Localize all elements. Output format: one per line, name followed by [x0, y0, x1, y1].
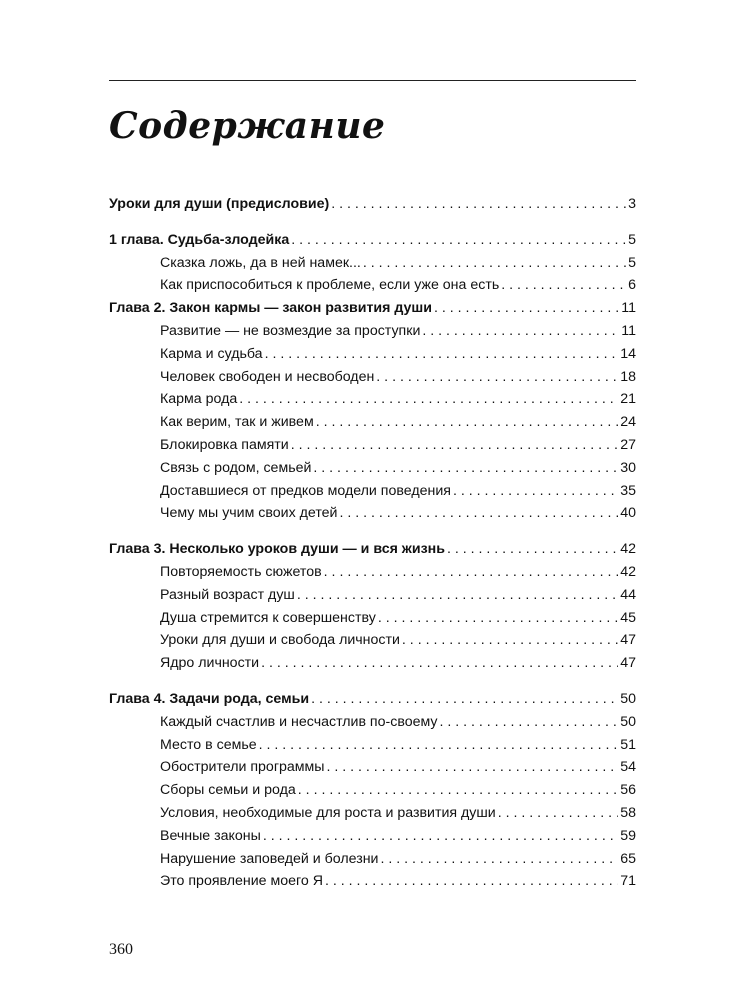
- toc-entry-page-number: 54: [620, 759, 636, 776]
- dot-leader: [440, 714, 619, 730]
- toc-entry-label: Развитие — не возмездие за проступки: [160, 322, 421, 339]
- toc-entry-label: Блокировка памяти: [160, 436, 289, 453]
- dot-leader: [378, 610, 618, 626]
- toc-subsection-entry: [109, 346, 636, 369]
- toc-entry-page-number: 45: [620, 609, 636, 626]
- toc-entry-label: Душа стремится к совершенству: [160, 609, 376, 626]
- dot-leader: [261, 655, 618, 671]
- toc-entry-page-number: 18: [620, 368, 636, 385]
- dot-leader: [339, 505, 618, 521]
- toc-entry-label: Сказка ложь, да в ней намек...: [160, 254, 361, 271]
- dot-leader: [298, 782, 618, 798]
- toc-subsection-entry: [109, 851, 636, 874]
- toc-entry-label: Глава 4. Задачи рода, семьи: [109, 690, 310, 707]
- toc-entry-page-number: 42: [620, 541, 636, 558]
- toc-subsection-entry: [109, 632, 636, 655]
- toc-subsection-entry: [109, 460, 636, 483]
- toc-entry-label: Повторяемость сюжетов: [160, 563, 322, 580]
- toc-entry-page-number: 14: [620, 345, 636, 362]
- toc-entry-label: Как приспособиться к проблеме, если уже она есть: [160, 277, 500, 294]
- toc-entry-page-number: 30: [620, 459, 636, 476]
- dot-leader: [363, 255, 626, 271]
- toc-entry-page-number: 51: [620, 736, 636, 753]
- dot-leader: [498, 805, 619, 821]
- toc-subsection-entry: [109, 714, 636, 737]
- toc-entry-label: Место в семье: [160, 736, 257, 753]
- page-number: 360: [109, 941, 133, 958]
- toc-subsection-entry: [109, 828, 636, 851]
- toc-chapter-entry: [109, 541, 636, 564]
- toc-subsection-entry: [109, 737, 636, 760]
- toc-subsection-entry: [109, 437, 636, 460]
- toc-entry-page-number: 11: [621, 300, 636, 317]
- header-rule: [109, 80, 636, 81]
- toc-subsection-entry: [109, 391, 636, 414]
- dot-leader: [259, 737, 619, 753]
- toc-entry-label: Глава 2. Закон кармы — закон развития души: [109, 300, 432, 317]
- toc-subsection-entry: [109, 414, 636, 437]
- toc-entry-page-number: 59: [620, 827, 636, 844]
- dot-leader: [291, 437, 619, 453]
- toc-entry-page-number: 47: [620, 632, 636, 649]
- toc-subsection-entry: [109, 483, 636, 506]
- toc-entry-label: Карма рода: [160, 391, 238, 408]
- dot-leader: [313, 460, 618, 476]
- toc-entry-label: Это проявление моего Я: [160, 873, 323, 890]
- toc-entry-page-number: 6: [628, 277, 636, 294]
- dot-leader: [434, 300, 619, 316]
- toc-entry-page-number: 5: [628, 254, 636, 271]
- toc-subsection-entry: [109, 873, 636, 896]
- dot-leader: [297, 587, 618, 603]
- toc-chapter-entry: [109, 232, 636, 255]
- dot-leader: [324, 564, 619, 580]
- toc-entry-label: Доставшиеся от предков модели поведения: [160, 482, 451, 499]
- toc-entry-page-number: 42: [620, 563, 636, 580]
- dot-leader: [311, 691, 618, 707]
- toc-entry-page-number: 65: [620, 850, 636, 867]
- toc-entry-label: Сборы семьи и рода: [160, 782, 296, 799]
- dot-leader: [422, 323, 619, 339]
- toc-entry-label: Карма и судьба: [160, 345, 263, 362]
- toc-entry-label: Связь с родом, семьей: [160, 459, 312, 476]
- toc-entry-page-number: 56: [620, 782, 636, 799]
- toc-subsection-entry: [109, 255, 636, 278]
- toc-entry-page-number: 5: [628, 231, 636, 248]
- toc-entry-label: Нарушение заповедей и болезни: [160, 850, 379, 867]
- dot-leader: [327, 759, 619, 775]
- dot-leader: [501, 277, 626, 293]
- dot-leader: [380, 851, 618, 867]
- dot-leader: [316, 414, 619, 430]
- toc-entry-page-number: 24: [620, 414, 636, 431]
- toc-subsection-entry: [109, 782, 636, 805]
- toc-chapter-entry: [109, 196, 636, 219]
- toc-entry-page-number: 21: [620, 391, 636, 408]
- dot-leader: [239, 391, 618, 407]
- toc-entry-label: Обострители программы: [160, 759, 325, 776]
- toc-entry-label: Уроки для души (предисловие): [109, 196, 330, 212]
- dot-leader: [453, 483, 618, 499]
- toc-entry-label: Уроки для души и свобода личности: [160, 632, 400, 649]
- toc-section: [109, 541, 636, 678]
- toc-entry-label: Как верим, так и живем: [160, 414, 314, 431]
- toc-entry-page-number: 35: [620, 482, 636, 499]
- toc-entry-page-number: 50: [620, 690, 636, 707]
- toc-subsection-entry: [109, 505, 636, 528]
- toc-subsection-entry: [109, 759, 636, 782]
- toc-entry-page-number: 40: [620, 505, 636, 522]
- dot-leader: [325, 873, 618, 889]
- toc-entry-label: Разный возраст душ: [160, 586, 295, 603]
- toc-subsection-entry: [109, 805, 636, 828]
- toc-subsection-entry: [109, 323, 636, 346]
- toc-entry-page-number: 11: [621, 322, 636, 339]
- table-of-contents: [109, 196, 636, 909]
- page-title: Содержание: [109, 105, 386, 147]
- toc-entry-label: Ядро личности: [160, 655, 260, 672]
- toc-entry-label: Вечные законы: [160, 827, 261, 844]
- toc-subsection-entry: [109, 277, 636, 300]
- toc-entry-label: Условия, необходимые для роста и развития души: [160, 804, 496, 821]
- toc-entry-page-number: 47: [620, 655, 636, 672]
- toc-chapter-entry: [109, 691, 636, 714]
- toc-entry-label: Человек свободен и несвободен: [160, 368, 375, 385]
- toc-entry-page-number: 3: [628, 196, 636, 212]
- toc-entry-label: Глава 3. Несколько уроков души — и вся жизнь: [109, 541, 445, 558]
- dot-leader: [263, 828, 618, 844]
- toc-section: [109, 232, 636, 528]
- dot-leader: [331, 196, 626, 212]
- toc-section: [109, 196, 636, 219]
- toc-subsection-entry: [109, 655, 636, 678]
- toc-subsection-entry: [109, 610, 636, 633]
- toc-entry-label: 1 глава. Судьба-злодейка: [109, 231, 290, 248]
- toc-subsection-entry: [109, 564, 636, 587]
- dot-leader: [291, 232, 626, 248]
- dot-leader: [376, 369, 618, 385]
- toc-chapter-entry: [109, 300, 636, 323]
- dot-leader: [402, 632, 618, 648]
- toc-entry-label: Каждый счастлив и несчастлив по-своему: [160, 713, 438, 730]
- toc-entry-page-number: 50: [620, 713, 636, 730]
- dot-leader: [447, 541, 618, 557]
- dot-leader: [265, 346, 619, 362]
- toc-entry-page-number: 27: [620, 436, 636, 453]
- toc-subsection-entry: [109, 369, 636, 392]
- toc-subsection-entry: [109, 587, 636, 610]
- toc-section: [109, 691, 636, 896]
- toc-entry-page-number: 58: [620, 804, 636, 821]
- toc-entry-page-number: 71: [620, 873, 636, 890]
- toc-entry-page-number: 44: [620, 586, 636, 603]
- toc-entry-label: Чему мы учим своих детей: [160, 505, 338, 522]
